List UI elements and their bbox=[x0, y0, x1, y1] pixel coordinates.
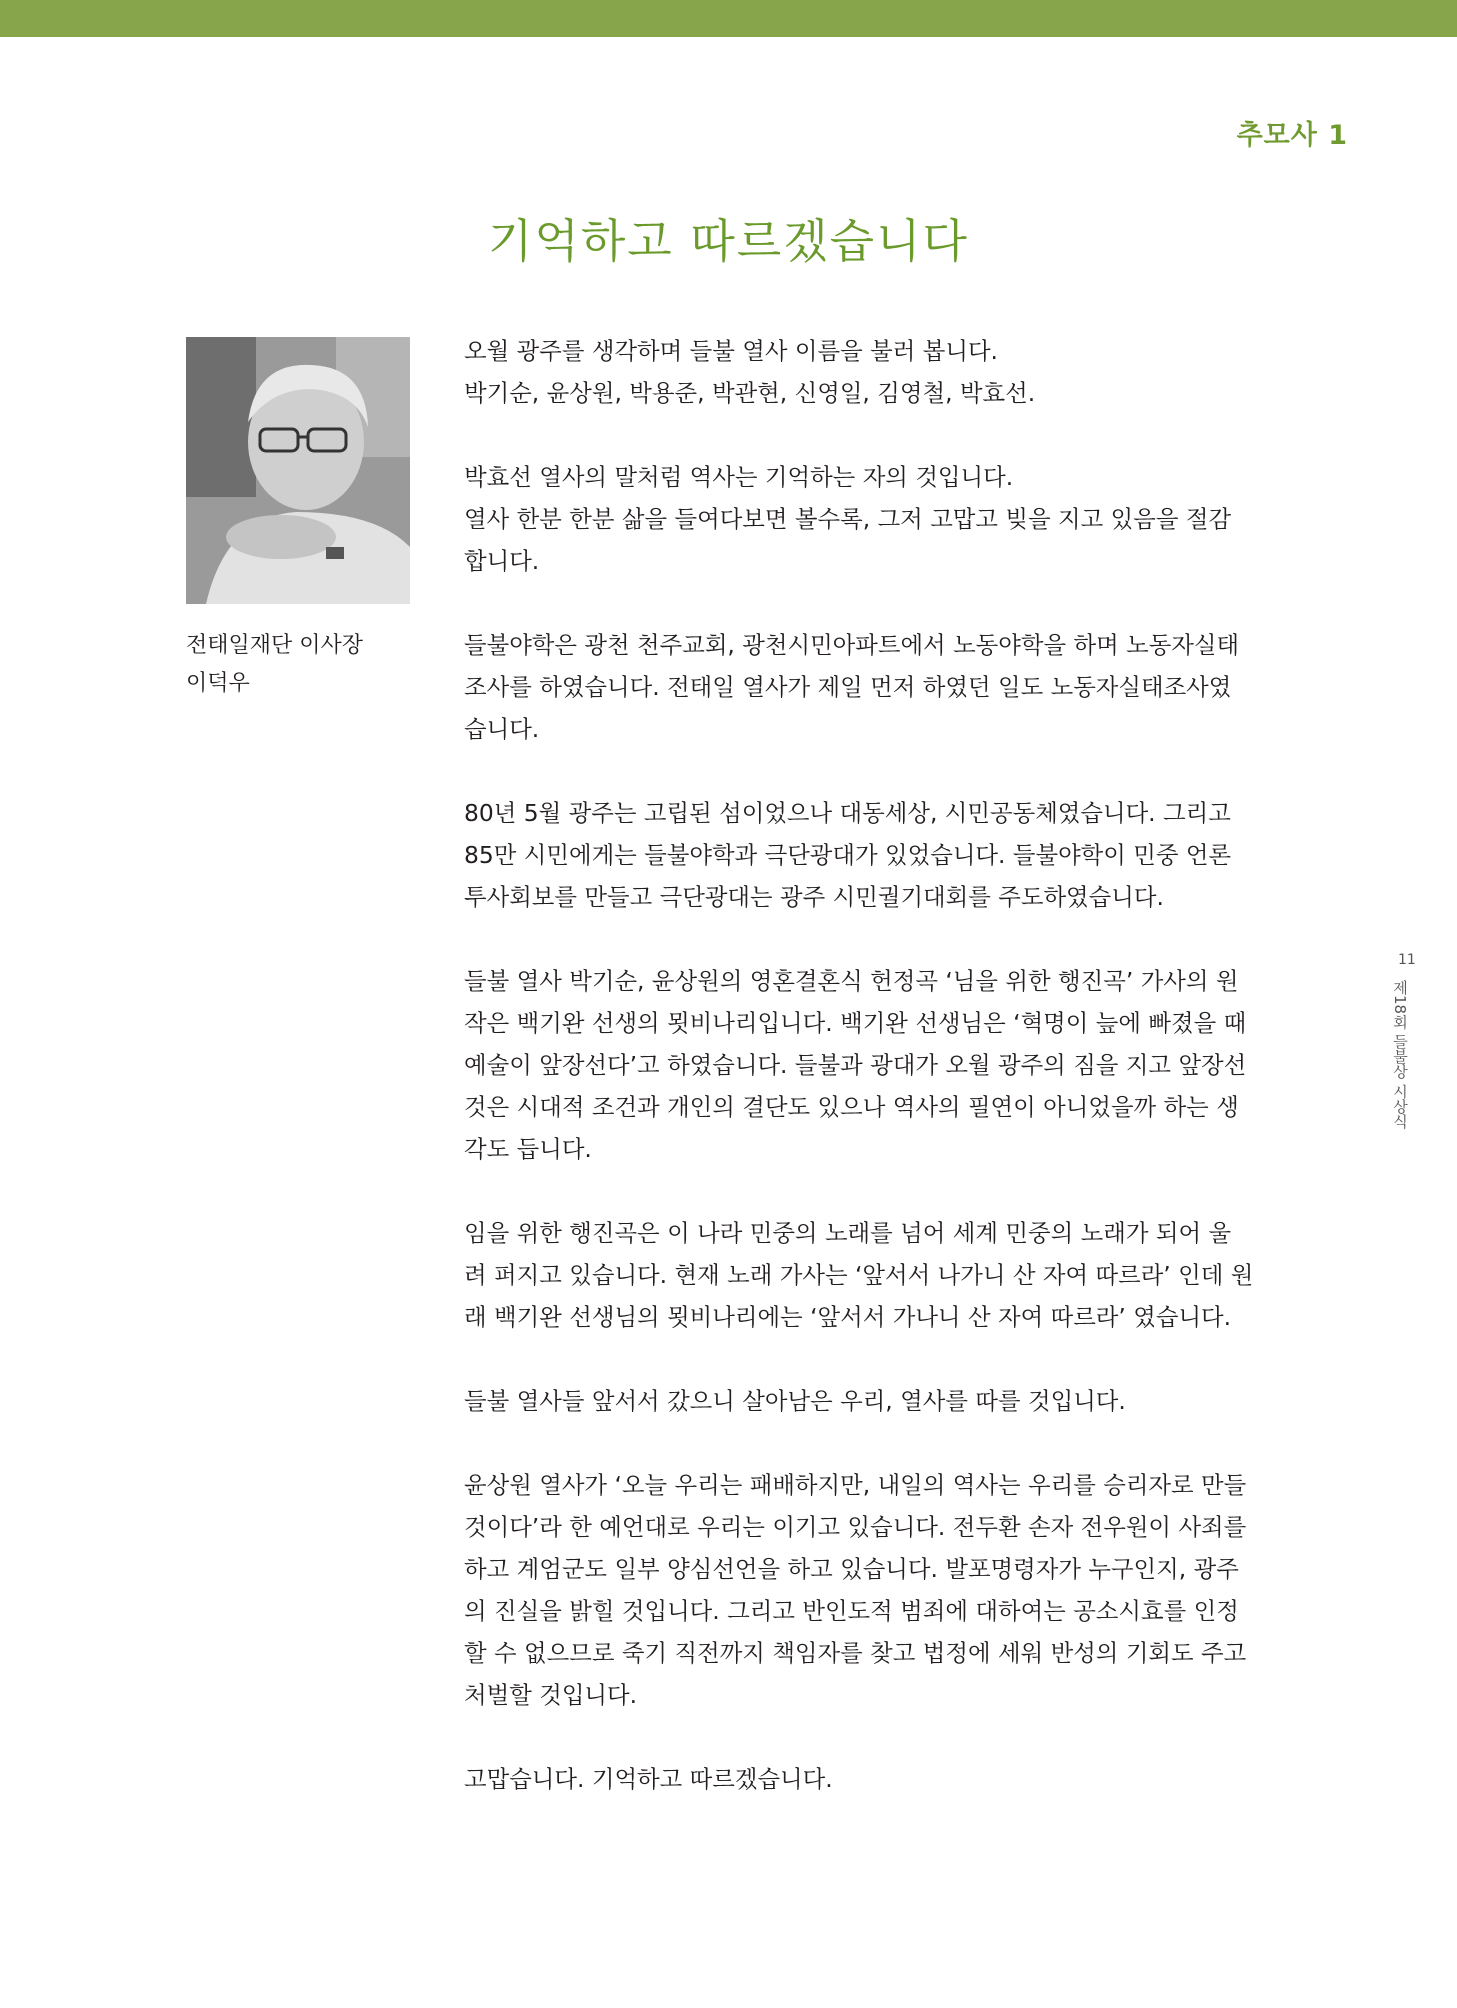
paragraph-gap bbox=[464, 918, 1284, 960]
body-line: 오월 광주를 생각하며 들불 열사 이름을 불러 봅니다. bbox=[464, 337, 998, 365]
body-line: 들불 열사들 앞서서 갔으니 살아남은 우리, 열사를 따를 것입니다. bbox=[464, 1387, 1126, 1415]
section-label: 추모사 1 bbox=[1236, 120, 1348, 151]
page-number: 11 bbox=[1398, 952, 1416, 968]
body-line: 각도 듭니다. bbox=[464, 1135, 592, 1163]
body-line: 습니다. bbox=[464, 715, 540, 743]
body-line: 작은 백기완 선생의 묏비나리입니다. 백기완 선생님은 ‘혁명이 늪에 빠졌을 때 bbox=[464, 1009, 1247, 1037]
body-line: 래 백기완 선생님의 묏비나리에는 ‘앞서서 가나니 산 자여 따르라’ 였습니다. bbox=[464, 1303, 1232, 1331]
paragraph-gap bbox=[464, 1716, 1284, 1758]
body-line: 것이다’라 한 예언대로 우리는 이기고 있습니다. 전두환 손자 전우원이 사죄를 bbox=[464, 1513, 1247, 1541]
paragraph-gap bbox=[464, 1170, 1284, 1212]
top-accent-bar bbox=[0, 0, 1457, 37]
body-line: 할 수 없으므로 죽기 직전까지 책임자를 찾고 법정에 세워 반성의 기회도 주고 bbox=[464, 1639, 1247, 1667]
paragraph-gap bbox=[464, 414, 1284, 456]
body-line: 윤상원 열사가 ‘오늘 우리는 패배하지만, 내일의 역사는 우리를 승리자로 만들 bbox=[464, 1471, 1247, 1499]
body-line: 임을 위한 행진곡은 이 나라 민중의 노래를 넘어 세계 민중의 노래가 되어 울 bbox=[464, 1219, 1232, 1247]
author-name: 이덕우 bbox=[186, 671, 250, 696]
body-line: 려 퍼지고 있습니다. 현재 노래 가사는 ‘앞서서 나가니 산 자여 따르라’ 인데 원 bbox=[464, 1261, 1254, 1289]
body-line: 처벌할 것입니다. bbox=[464, 1681, 638, 1709]
body-line: 의 진실을 밝힐 것입니다. 그리고 반인도적 범죄에 대하여는 공소시효를 인정 bbox=[464, 1597, 1239, 1625]
publication-title: 제18회 들불상 시상식 bbox=[1391, 980, 1409, 1129]
body-line: 고맙습니다. 기억하고 따르겠습니다. bbox=[464, 1765, 833, 1793]
body-line: 들불 열사 박기순, 윤상원의 영혼결혼식 헌정곡 ‘님을 위한 행진곡’ 가사의 원 bbox=[464, 967, 1239, 995]
body-line: 조사를 하였습니다. 전태일 열사가 제일 먼저 하였던 일도 노동자실태조사였 bbox=[464, 673, 1232, 701]
body-line: 85만 시민에게는 들불야학과 극단광대가 있었습니다. 들불야학이 민중 언론 bbox=[464, 841, 1232, 869]
body-line: 투사회보를 만들고 극단광대는 광주 시민궐기대회를 주도하였습니다. bbox=[464, 883, 1164, 911]
paragraph-gap bbox=[464, 1422, 1284, 1464]
body-line: 들불야학은 광천 천주교회, 광천시민아파트에서 노동야학을 하며 노동자실태 bbox=[464, 631, 1240, 659]
body-line: 것은 시대적 조건과 개인의 결단도 있으나 역사의 필연이 아니었을까 하는 생 bbox=[464, 1093, 1239, 1121]
body-text bbox=[464, 330, 1284, 1800]
body-line: 예술이 앞장선다’고 하였습니다. 들불과 광대가 오월 광주의 짐을 지고 앞장선 bbox=[464, 1051, 1247, 1079]
paragraph-gap bbox=[464, 750, 1284, 792]
body-line: 80년 5월 광주는 고립된 섬이었으나 대동세상, 시민공동체였습니다. 그리고 bbox=[464, 799, 1231, 827]
body-line: 합니다. bbox=[464, 547, 540, 575]
author-caption bbox=[186, 627, 363, 703]
body-line: 열사 한분 한분 삶을 들여다보면 볼수록, 그저 고맙고 빚을 지고 있음을 절감 bbox=[464, 505, 1232, 533]
body-line: 박기순, 윤상원, 박용준, 박관현, 신영일, 김영철, 박효선. bbox=[464, 379, 1036, 407]
body-line: 하고 계엄군도 일부 양심선언을 하고 있습니다. 발포명령자가 누구인지, 광주 bbox=[464, 1555, 1239, 1583]
body-line: 박효선 열사의 말처럼 역사는 기억하는 자의 것입니다. bbox=[464, 463, 1014, 491]
page-title: 기억하고 따르겠습니다 bbox=[488, 214, 969, 268]
paragraph-gap bbox=[464, 1338, 1284, 1380]
paragraph-gap bbox=[464, 582, 1284, 624]
portrait-photo bbox=[186, 337, 410, 604]
author-title: 전태일재단 이사장 bbox=[186, 633, 364, 658]
